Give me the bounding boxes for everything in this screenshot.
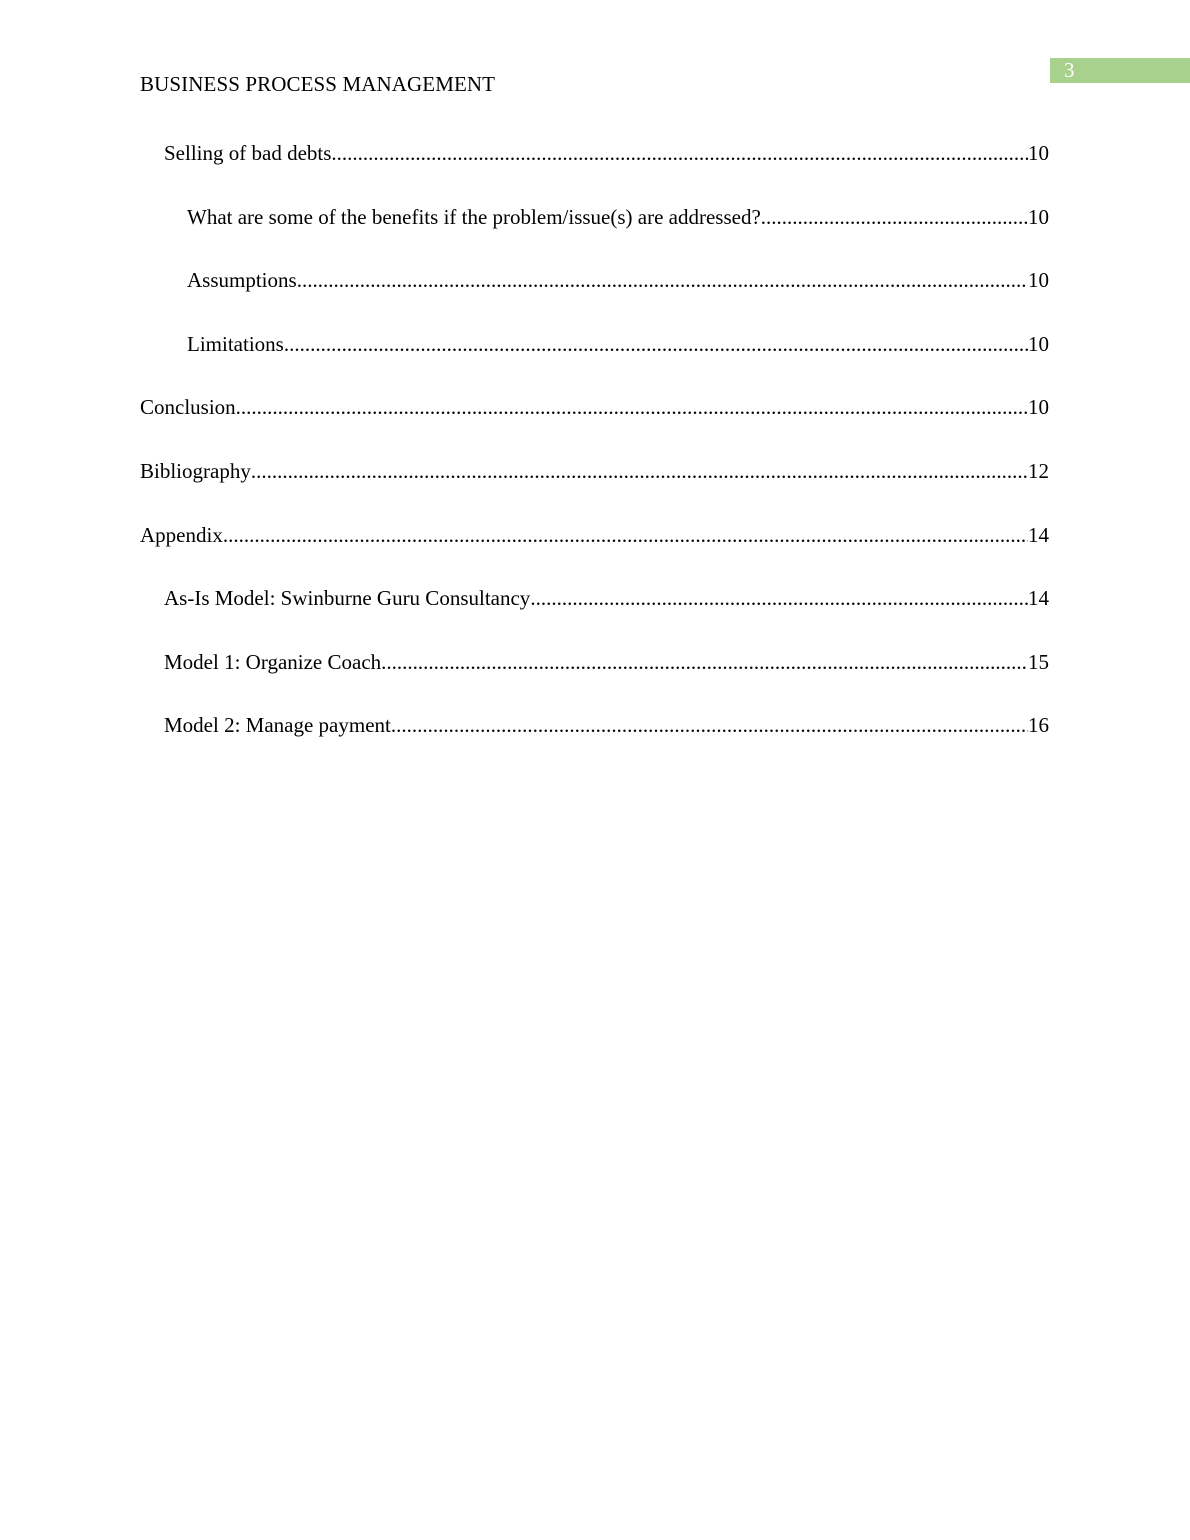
toc-entry-title: Conclusion xyxy=(140,392,236,422)
page-number-badge xyxy=(1050,58,1190,83)
toc-entry-page: 16 xyxy=(1028,713,1049,738)
toc-dot-leader xyxy=(381,647,1028,677)
toc-dot-leader xyxy=(223,520,1028,550)
toc-entry[interactable] xyxy=(140,647,1049,711)
toc-entry-page: 10 xyxy=(1028,141,1049,165)
toc-entry-page: 12 xyxy=(1028,458,1049,483)
page-number: 3 xyxy=(1064,58,1075,82)
toc-entry[interactable] xyxy=(140,520,1049,584)
toc-entry[interactable] xyxy=(140,456,1049,520)
toc-entry-page: 15 xyxy=(1028,649,1049,674)
toc-entry-page: 10 xyxy=(1028,395,1049,420)
toc-entry-title: Model 1: Organize Coach xyxy=(164,647,381,677)
toc-entry-title: Selling of bad debts xyxy=(164,138,331,168)
toc-entry-page: 10 xyxy=(1028,204,1049,229)
toc-entry[interactable] xyxy=(140,202,1049,266)
toc-entry-title: Limitations xyxy=(187,329,284,359)
toc-entry-title: As-Is Model: Swinburne Guru Consultancy xyxy=(164,583,530,613)
toc-dot-leader xyxy=(761,202,1028,232)
toc-entry[interactable] xyxy=(140,138,1049,202)
toc-entry[interactable] xyxy=(140,710,1049,774)
toc-dot-leader xyxy=(297,265,1028,295)
toc-entry[interactable] xyxy=(140,392,1049,456)
toc-entry-page: 10 xyxy=(1028,331,1049,356)
toc-entry-page: 14 xyxy=(1028,522,1049,547)
toc-dot-leader xyxy=(331,138,1028,168)
toc-entry-title: What are some of the benefits if the problem/issue(s) are addressed? xyxy=(187,202,761,232)
toc-entry[interactable] xyxy=(140,329,1049,393)
toc-entry-page: 10 xyxy=(1028,268,1049,293)
toc-dot-leader xyxy=(530,583,1028,613)
toc-dot-leader xyxy=(236,392,1028,422)
toc-entry[interactable] xyxy=(140,265,1049,329)
toc-dot-leader xyxy=(391,710,1028,740)
toc-entry-title: Bibliography xyxy=(140,456,251,486)
toc-entry-title: Model 2: Manage payment xyxy=(164,710,391,740)
toc-dot-leader xyxy=(251,456,1028,486)
toc-entry-title: Assumptions xyxy=(187,265,297,295)
toc-dot-leader xyxy=(284,329,1028,359)
toc-entry-page: 14 xyxy=(1028,586,1049,611)
running-head: BUSINESS PROCESS MANAGEMENT xyxy=(140,72,496,96)
table-of-contents xyxy=(140,138,1049,774)
toc-entry[interactable] xyxy=(140,583,1049,647)
toc-entry-title: Appendix xyxy=(140,520,223,550)
